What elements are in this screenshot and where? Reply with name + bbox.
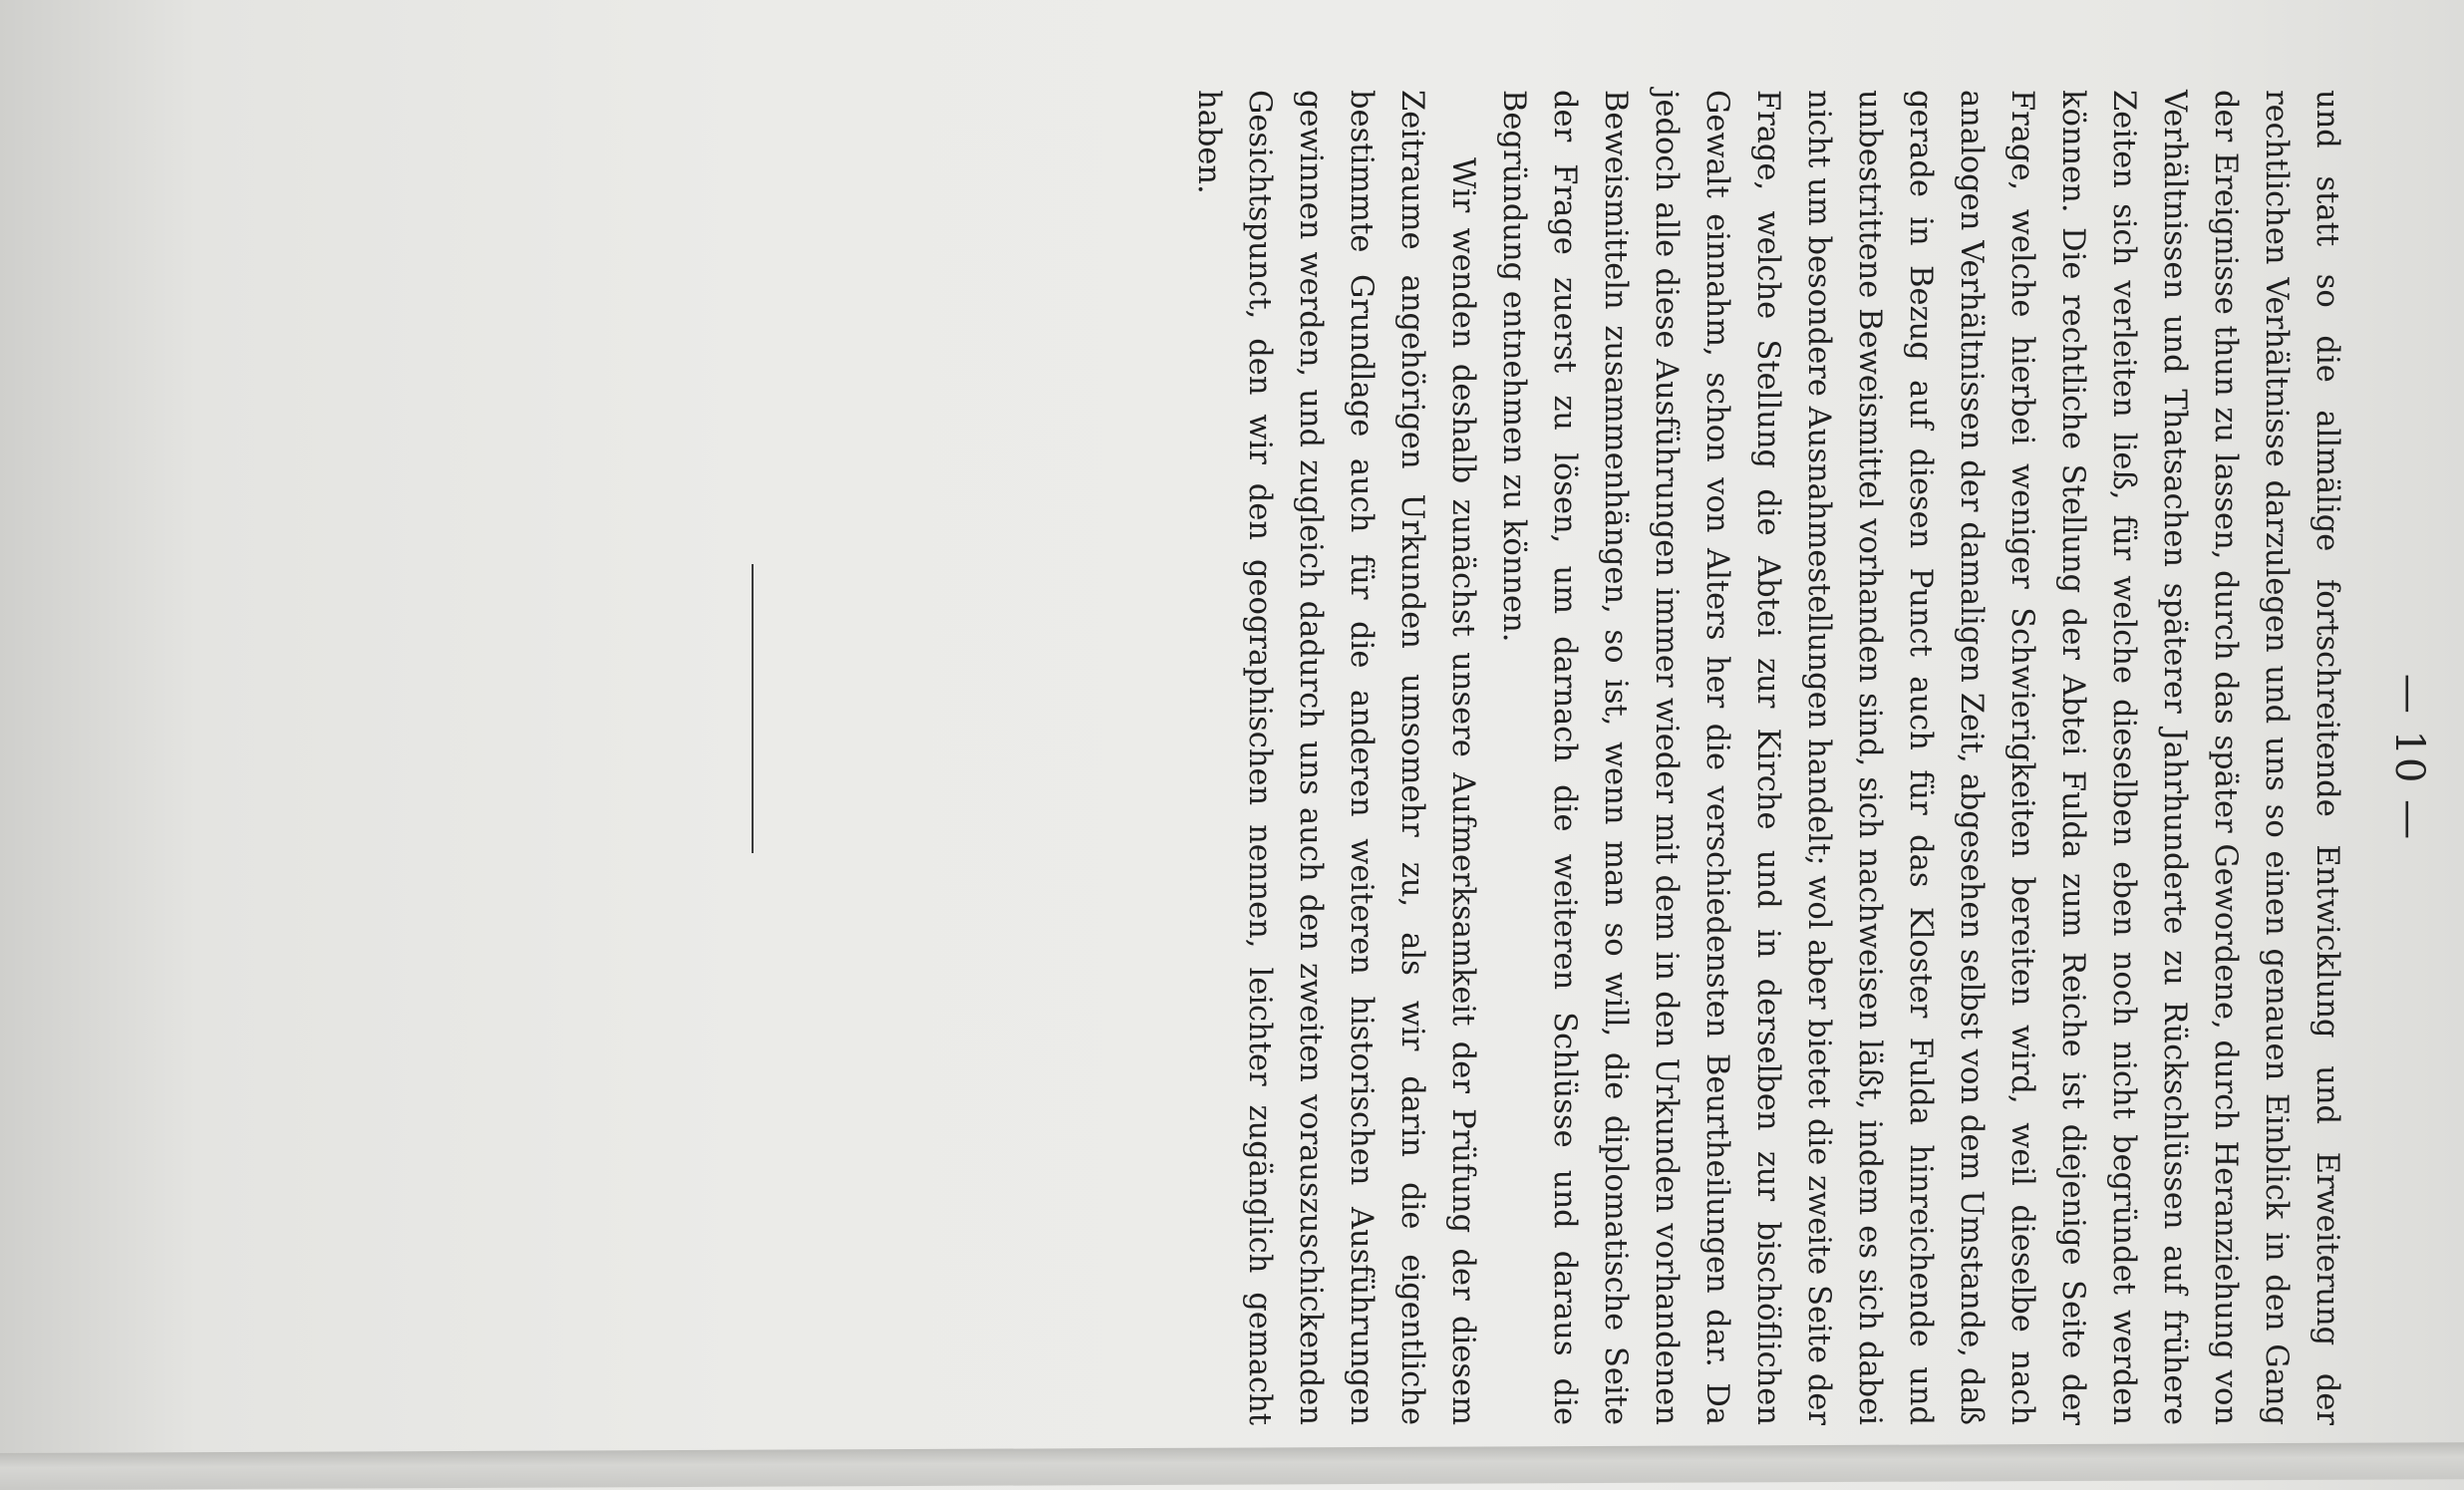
section-rule [752, 564, 754, 853]
paragraph-1: und statt so die allmälige fortschreitende Entwicklung und Erweiterung der rechtlichen Verhältnisse darzulegen und uns so einen genauen Einblick in den Gang der Ereignisse thun zu lassen, durch das später Gewordene, durch Heranziehung von Verhältnissen und Thatsachen späterer Jahrhunderte zu Rückschlüssen auf frühere Zeiten sich verleiten ließ, für welche dieselben eben noch nicht begründet werden können. Die rechtliche Stellung der Abtei Fulda zum Reiche ist diejenige Seite der Frage, welche hierbei weniger Schwierigkeiten bereiten wird, weil dieselbe nach analogen Verhältnissen der damaligen Zeit, abgesehen selbst von dem Umstande, daß gerade in Bezug auf diesen Punct auch für das Kloster Fulda hinreichende und unbestrittene Beweismittel vorhanden sind, sich nachweisen läßt, indem es sich dabei nicht um besondere Ausnahmestellungen handelt; wol aber bietet die zweite Seite der Frage, welche Stellung die Abtei zur Kirche und in derselben zur bischöflichen Gewalt einnahm, schon von Alters her die verschiedensten Beurtheilungen dar. Da jedoch alle diese Ausführungen immer wieder mit dem in den Urkunden vorhandenen Beweismitteln zusammenhängen, so ist, wenn man so will, die diplomatische Seite der Frage zuerst zu lösen, um darnach die weiteren Schlüsse und daraus die Begründung entnehmen zu können. [1496, 90, 2344, 1425]
paragraph-2: Wir wenden deshalb zunächst unsere Aufmerksamkeit der Prüfung der diesem Zeitraume angehörigen Urkunden umsomehr zu, als wir darin die eigentliche bestimmte Grundlage auch für die anderen weiteren historischen Ausführungen gewinnen werden, und zugleich dadurch uns auch den zweiten vorauszuschickenden Gesichtspunct, den wir den geographischen nennen, leichter zugänglich gemacht haben. [1191, 90, 1480, 1425]
body-text [1183, 90, 2352, 1425]
page-number: — 10 — [2386, 673, 2432, 842]
rotated-page-content [817, 90, 2432, 1425]
bleed-through-shadow [40, 0, 738, 1490]
